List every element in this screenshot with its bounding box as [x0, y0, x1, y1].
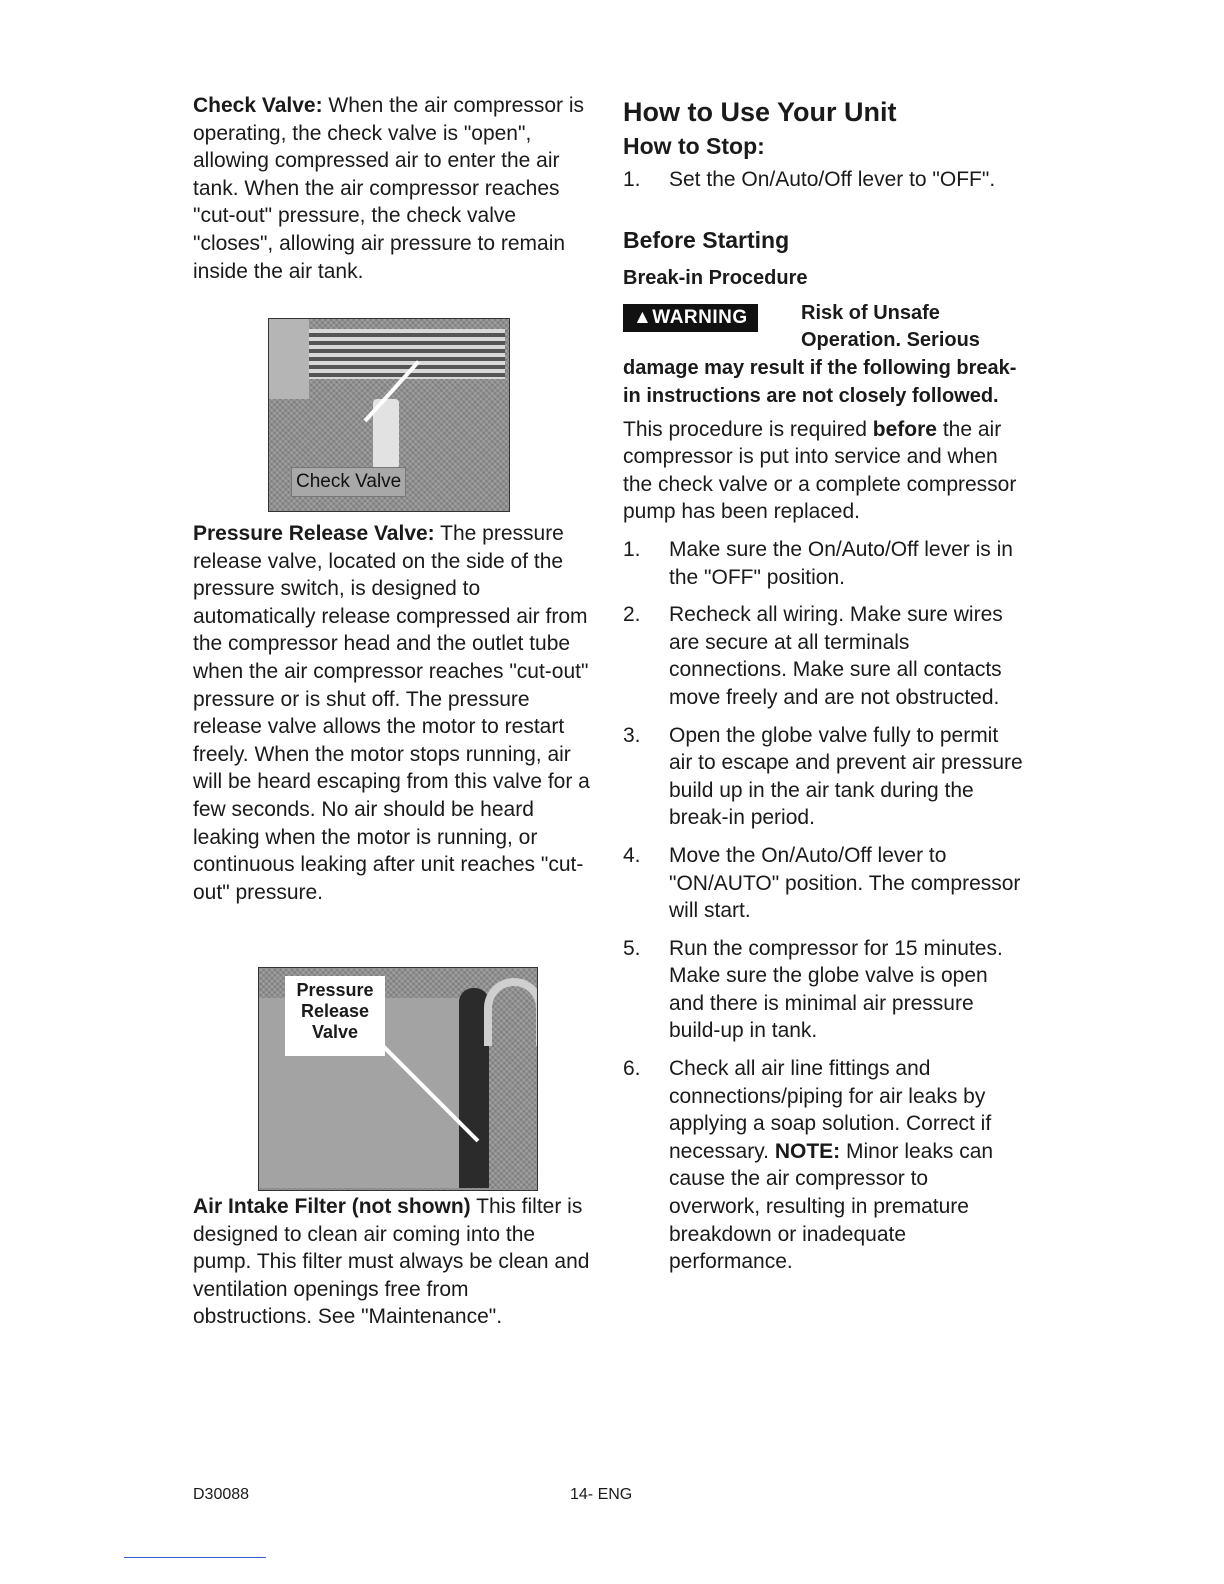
air-intake-text: This filter is designed to clean air coming into the pump. This filter must always be clean and ventilation openings free from obstructions. See "Maintenance". — [193, 1195, 590, 1329]
step-item — [623, 1055, 1023, 1276]
break-in-heading: Break-in Procedure — [623, 266, 808, 289]
step-number: 6. — [623, 1057, 641, 1081]
pressure-release-photo — [258, 967, 538, 1191]
document-code: D30088 — [193, 1486, 250, 1503]
caption-line-3: Valve — [311, 1022, 359, 1042]
warning-row — [623, 300, 1023, 354]
step-text: Recheck all wiring. Make sure wires are secure at all terminals connections. Make sure all contacts move freely and are not obstructed. — [669, 603, 1003, 709]
step-number: 5. — [623, 936, 641, 960]
left-column — [193, 92, 593, 285]
how-to-stop-heading: How to Stop: — [623, 133, 765, 159]
before-starting-heading: Before Starting — [623, 226, 790, 253]
pressure-release-paragraph — [193, 520, 593, 906]
note-label: NOTE: — [774, 1139, 841, 1163]
step-text: Move the On/Auto/Off lever to "ON/AUTO" position. The compressor will start. — [669, 843, 1021, 923]
check-valve-label: Check Valve: — [193, 94, 323, 117]
step-number: 1. — [623, 537, 641, 561]
warning-lead — [801, 300, 980, 354]
check-valve-photo — [268, 318, 510, 512]
air-intake-paragraph — [193, 1193, 593, 1331]
step-text-continued: Minor leaks can cause the air compressor to overwork, resulting in premature breakdown or inadequate performance. — [669, 1139, 994, 1274]
check-valve-text: When the air compressor is operating, the check valve is "open", allowing compressed air to enter the air tank. When the air compressor reaches "cut-out" pressure, the check valve "closes", allowing air pressure to remain inside the air tank. — [193, 94, 585, 283]
footer-rule — [124, 1557, 266, 1558]
tube-bend — [484, 978, 538, 1046]
right-column — [623, 94, 1023, 1286]
warning-continued: damage may result if the following break-in instructions are not closely followed. — [623, 356, 1017, 407]
step-item — [623, 935, 1023, 1045]
section-title: How to Use Your Unit — [623, 97, 897, 127]
pressure-release-block — [193, 520, 593, 906]
step-text: Run the compressor for 15 minutes. Make sure the globe valve is open and there is minimal air pressure build-up in tank. — [669, 936, 1003, 1043]
caption-line-1: Pressure — [296, 980, 374, 1000]
intro-paragraph — [623, 416, 1023, 526]
step-item — [623, 722, 1023, 832]
step-item — [623, 536, 1023, 591]
step-text: Check all air line fittings and connections/piping for air leaks by applying a soap solution. Correct if necessary. — [669, 1057, 992, 1163]
check-valve-caption: Check Valve — [291, 467, 406, 497]
step-number: 3. — [623, 723, 641, 747]
caption-line-2: Release — [300, 1001, 370, 1021]
how-to-stop-step — [623, 166, 1023, 194]
intro-bold: before — [872, 417, 937, 441]
how-to-stop-num: 1. — [623, 168, 641, 191]
step-number: 2. — [623, 603, 641, 627]
warning-line-2: Operation. Serious — [801, 328, 980, 351]
step-text: Open the globe valve fully to permit air to escape and prevent air pressure build up in the air tank during the break-in period. — [669, 723, 1023, 830]
pressure-release-caption — [285, 980, 385, 1043]
pressure-release-label: Pressure Release Valve: — [193, 522, 435, 545]
step-item — [623, 601, 1023, 711]
check-valve-paragraph — [193, 92, 593, 285]
intro-text-a: This procedure is required — [623, 417, 873, 441]
warning-badge: ▲WARNING — [623, 304, 758, 332]
break-in-steps — [623, 536, 1023, 1276]
step-text: Make sure the On/Auto/Off lever is in the "OFF" position. — [669, 537, 1013, 589]
step-item — [623, 842, 1023, 925]
how-to-stop-text: Set the On/Auto/Off lever to "OFF". — [669, 168, 996, 191]
step-number: 4. — [623, 843, 641, 867]
pressure-release-text: The pressure release valve, located on the side of the pressure switch, is designed to automatically release compressed air from the compressor head and the outlet tube when the air compressor reaches "cut-out" pressure or is shut off. The pressure release valve allows the motor to restart freely. When the motor stops running, air will be heard escaping from this valve for a few seconds. No air should be heard leaking when the motor is running, or continuous leaking after unit reaches "cut-out" pressure. — [193, 522, 590, 904]
housing-edge — [269, 319, 309, 399]
page-number: 14- ENG — [570, 1486, 633, 1503]
warning-line-1: Risk of Unsafe — [801, 301, 940, 324]
air-intake-block — [193, 1193, 593, 1331]
intro-text-b: the air compressor is put into service and when the check valve or a complete compressor pump has been replaced. — [623, 417, 1017, 524]
air-intake-label: Air Intake Filter (not shown) — [193, 1195, 471, 1218]
